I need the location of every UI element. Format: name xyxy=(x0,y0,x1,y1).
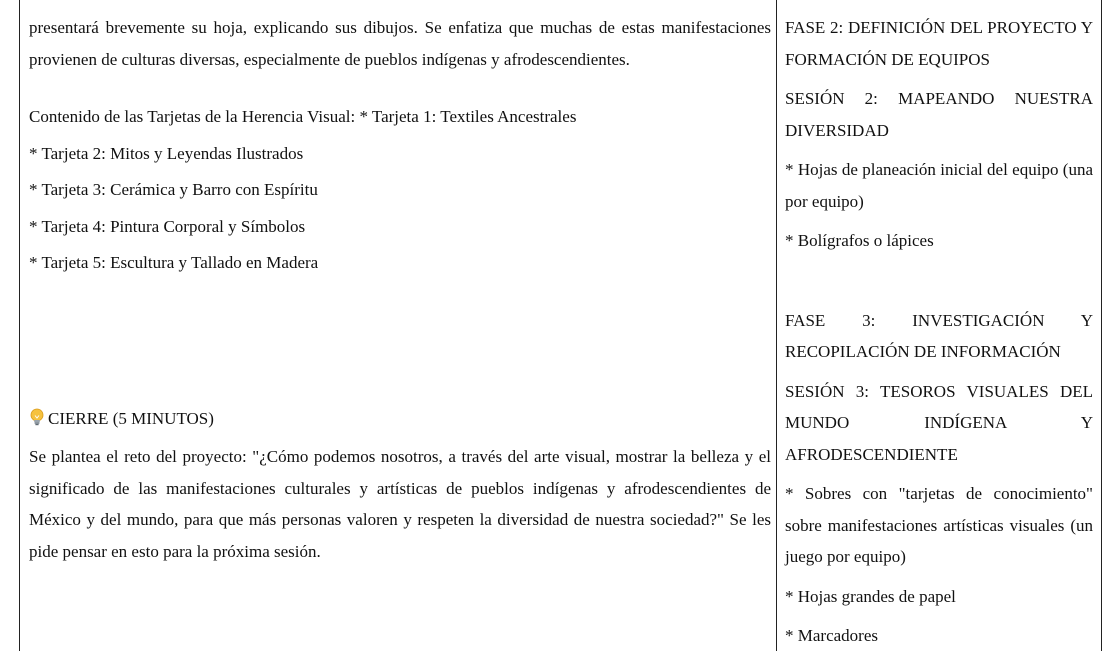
sesion-2-heading: SESIÓN 2: MAPEANDO NUESTRA DIVERSIDAD xyxy=(785,89,1093,140)
sesion-2-material: * Bolígrafos o lápices xyxy=(785,231,934,250)
fase-2-heading: FASE 2: DEFINICIÓN DEL PROYECTO Y FORMACIÓN DE EQUIPOS xyxy=(785,18,1093,69)
sesion-3-material: * Sobres con "tarjetas de conocimiento" sobre manifestaciones artísticas visuales (un juego por equipo) xyxy=(785,484,1093,566)
sesion-3-material: * Marcadores xyxy=(785,626,878,645)
table-border-middle xyxy=(776,0,777,651)
table-border-left xyxy=(19,0,20,651)
right-column xyxy=(785,12,1093,652)
cards-content-line: Contenido de las Tarjetas de la Herencia Visual: * Tarjeta 1: Textiles Ancestrales xyxy=(29,107,577,126)
fase-3-heading: FASE 3: INVESTIGACIÓN Y RECOPILACIÓN DE INFORMACIÓN xyxy=(785,310,1093,361)
cierre-heading xyxy=(29,403,771,435)
card-item: * Tarjeta 4: Pintura Corporal y Símbolos xyxy=(29,216,306,236)
table-border-right xyxy=(1101,0,1102,651)
sesion-2-material: * Hojas de planeación inicial del equipo (una por equipo) xyxy=(785,160,1093,211)
left-column xyxy=(29,12,771,567)
card-item: * Tarjeta 5: Escultura y Tallado en Madera xyxy=(29,253,319,272)
sesion-3-material: * Hojas grandes de papel xyxy=(785,586,956,606)
card-item: * Tarjeta 3: Cerámica y Barro con Espíritu xyxy=(29,180,318,199)
sesion-3-heading: SESIÓN 3: TESOROS VISUALES DEL MUNDO INDÍGENA Y AFRODESCENDIENTE xyxy=(785,381,1093,464)
card-item: * Tarjeta 2: Mitos y Leyendas Ilustrados xyxy=(29,143,304,163)
cierre-title: CIERRE (5 MINUTOS) xyxy=(48,408,214,428)
lightbulb-icon xyxy=(29,408,45,426)
cierre-paragraph: Se plantea el reto del proyecto: "¿Cómo podemos nosotros, a través del arte visual, mostrar la belleza y el significado de las manifestaciones culturales y artísticas de pueblos indígenas y afrodescendientes de México y del mundo, para que más personas valoren y respeten la diversidad de nuestra sociedad?" Se les pide pensar en esto para la próxima sesión. xyxy=(29,447,771,561)
intro-paragraph: presentará brevemente su hoja, explicando sus dibujos. Se enfatiza que muchas de estas manifestaciones provienen de culturas diversas, especialmente de pueblos indígenas y afrodescendientes. xyxy=(29,18,771,69)
